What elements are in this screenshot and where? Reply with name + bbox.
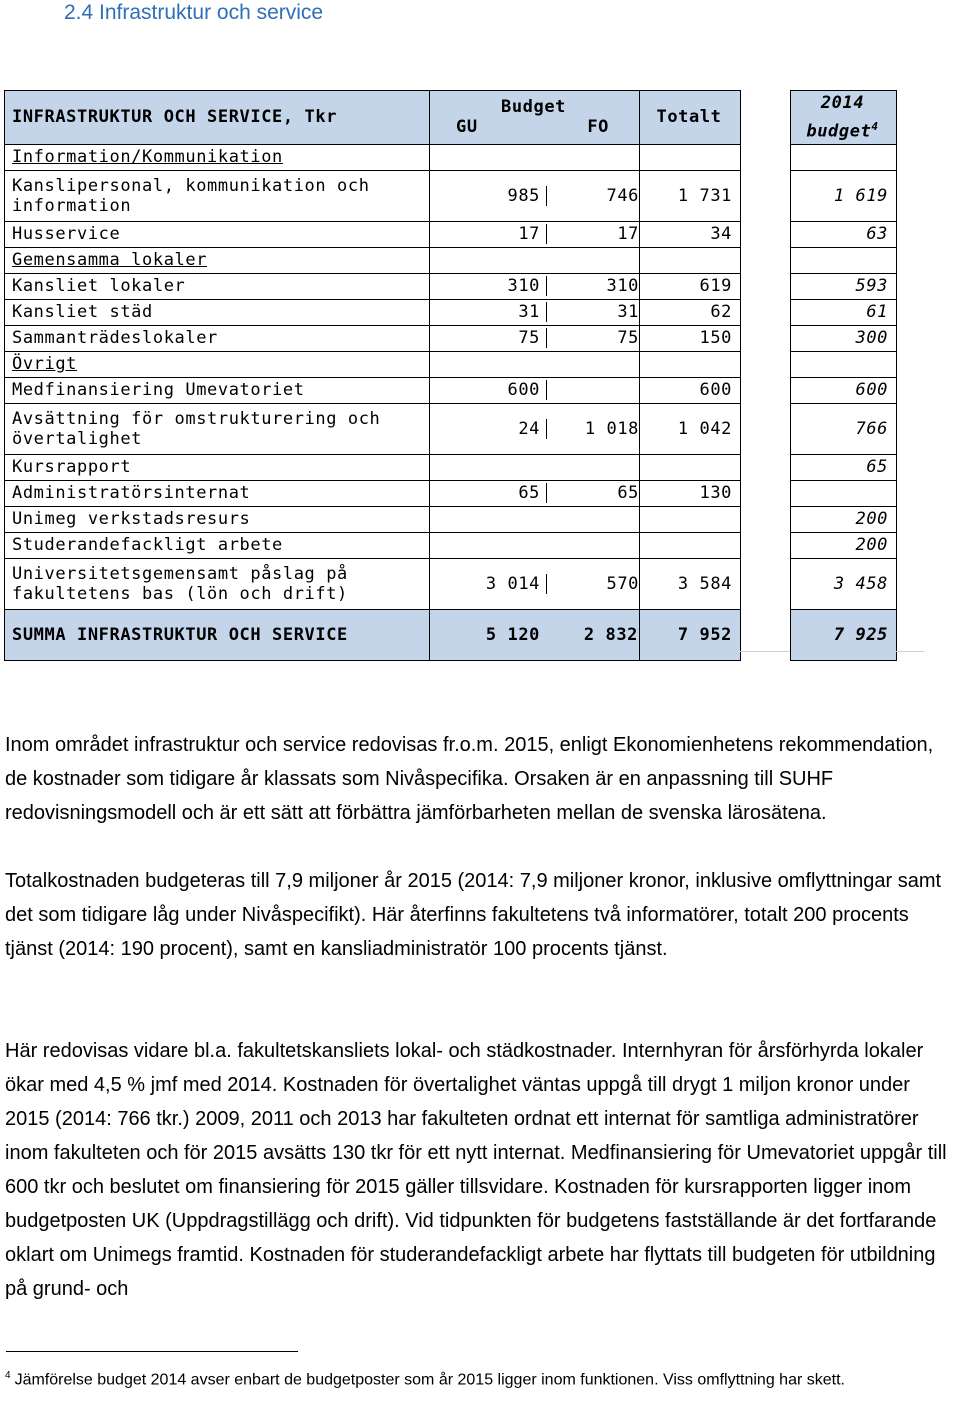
column-gap bbox=[741, 325, 791, 351]
fo-value bbox=[547, 380, 639, 400]
row-label-text: Kansliet lokaler bbox=[12, 276, 186, 297]
column-gap bbox=[741, 609, 791, 660]
row-label bbox=[5, 480, 430, 506]
table-row bbox=[5, 532, 897, 558]
table-row bbox=[5, 454, 897, 480]
row-label-text: Övrigt bbox=[12, 354, 78, 375]
budget-2014-value bbox=[791, 144, 897, 170]
column-gap bbox=[741, 221, 791, 247]
budget-cell bbox=[430, 377, 640, 403]
row-label-text: Gemensamma lokaler bbox=[12, 250, 208, 271]
row-label-text: Universitetsgemensamt påslag på fakultetens bas (lön och drift) bbox=[12, 563, 348, 604]
budget-2014-value bbox=[791, 247, 897, 273]
budget-cell bbox=[430, 325, 640, 351]
fo-value: 65 bbox=[617, 483, 639, 504]
table-row bbox=[5, 170, 897, 221]
row-label bbox=[5, 558, 430, 609]
table-body bbox=[5, 144, 897, 609]
gu-value: 75 bbox=[430, 328, 547, 348]
budget-cell bbox=[430, 221, 640, 247]
table-header-row bbox=[5, 91, 897, 145]
row-label bbox=[5, 170, 430, 221]
column-gap bbox=[741, 144, 791, 170]
row-label bbox=[5, 273, 430, 299]
column-gap bbox=[741, 273, 791, 299]
column-gap bbox=[741, 506, 791, 532]
totalt-value: 1 042 bbox=[640, 403, 741, 454]
fo-value: 746 bbox=[606, 185, 639, 206]
fo-value: 31 bbox=[617, 302, 639, 323]
footnote bbox=[5, 1365, 925, 1391]
section-heading: 2.4 Infrastruktur och service bbox=[64, 1, 324, 24]
row-label-text: Avsättning för omstrukturering och övertalighet bbox=[12, 408, 381, 449]
budget-2014-word: budget bbox=[806, 121, 872, 142]
column-gap bbox=[741, 377, 791, 403]
total-totalt: 7 952 bbox=[640, 609, 741, 660]
column-gap bbox=[741, 351, 791, 377]
column-gap bbox=[741, 91, 791, 145]
row-label bbox=[5, 144, 430, 170]
row-label-text: Studerandefackligt arbete bbox=[12, 535, 283, 556]
row-label bbox=[5, 403, 430, 454]
row-label-text: Unimeg verkstadsresurs bbox=[12, 509, 251, 530]
total-label: SUMMA INFRASTRUKTUR OCH SERVICE bbox=[5, 609, 430, 660]
row-label-text: Medfinansiering Umevatoriet bbox=[12, 380, 305, 401]
row-label-text: Kursrapport bbox=[12, 457, 132, 478]
column-gap bbox=[741, 170, 791, 221]
budget-cell bbox=[430, 351, 640, 377]
footnote-text: Jämförelse budget 2014 avser enbart de budgetposter som år 2015 ligger inom funktionen. Viss omflyttning har skett. bbox=[14, 1371, 845, 1389]
total-gu: 5 120 bbox=[485, 624, 540, 645]
totalt-value: 1 731 bbox=[640, 170, 741, 221]
row-label-text: Kansliet städ bbox=[12, 302, 153, 323]
totalt-value: 619 bbox=[640, 273, 741, 299]
column-gap bbox=[741, 247, 791, 273]
table-row bbox=[5, 403, 897, 454]
table-row bbox=[5, 480, 897, 506]
row-label bbox=[5, 247, 430, 273]
budget-cell bbox=[430, 532, 640, 558]
row-label bbox=[5, 221, 430, 247]
row-label-text: Sammanträdeslokaler bbox=[12, 328, 218, 349]
row-label bbox=[5, 299, 430, 325]
budget-2014-header bbox=[791, 91, 897, 145]
column-gap bbox=[741, 403, 791, 454]
budget-2014-value: 300 bbox=[791, 325, 897, 351]
table-row bbox=[5, 221, 897, 247]
paragraph-2: Totalkostnaden budgeteras till 7,9 miljoner år 2015 (2014: 7,9 miljoner kronor, inklusive omflyttningar samt det som tidigare låg under Nivåspecifikt). Här återfinns fakultetens två informatörer, totalt 200 procents tjänst (2014: 190 procent), samt en kansliadministratör 100 procents tjänst. bbox=[5, 870, 942, 960]
total-budget-2014: 7 925 bbox=[791, 609, 897, 660]
budget-cell bbox=[430, 247, 640, 273]
gu-value: 17 bbox=[430, 224, 547, 244]
footnote-rule bbox=[6, 1351, 298, 1352]
budget-cell bbox=[430, 480, 640, 506]
totalt-value bbox=[640, 506, 741, 532]
totalt-value bbox=[640, 351, 741, 377]
gu-value: 600 bbox=[430, 380, 547, 400]
row-label bbox=[5, 532, 430, 558]
budget-2014-value: 593 bbox=[791, 273, 897, 299]
trailing-rule-right bbox=[896, 651, 924, 652]
budget-2014-value: 200 bbox=[791, 506, 897, 532]
fo-value: 75 bbox=[617, 328, 639, 349]
budget-cell bbox=[430, 144, 640, 170]
row-label-text: Husservice bbox=[12, 224, 121, 245]
totalt-value: 62 bbox=[640, 299, 741, 325]
totalt-value: 3 584 bbox=[640, 558, 741, 609]
gu-value: 310 bbox=[430, 276, 547, 296]
budget-2014-value: 3 458 bbox=[791, 558, 897, 609]
totalt-value bbox=[640, 144, 741, 170]
budget-2014-value bbox=[791, 480, 897, 506]
gu-value: 24 bbox=[430, 419, 547, 439]
table-row bbox=[5, 247, 897, 273]
budget-2014-value: 61 bbox=[791, 299, 897, 325]
column-gap bbox=[741, 480, 791, 506]
budget-2014-year: 2014 bbox=[820, 93, 865, 113]
total-budget-cell bbox=[430, 609, 640, 660]
fo-value: 310 bbox=[606, 276, 639, 297]
gu-header: GU bbox=[456, 117, 478, 138]
row-label bbox=[5, 454, 430, 480]
fo-value: 17 bbox=[617, 224, 639, 245]
footnote-ref: 4 bbox=[871, 120, 879, 133]
column-gap bbox=[741, 299, 791, 325]
totalt-value bbox=[640, 247, 741, 273]
budget-label: Budget bbox=[500, 97, 566, 118]
column-gap bbox=[741, 558, 791, 609]
row-label-text: Kanslipersonal, kommunikation och information bbox=[12, 175, 370, 216]
budget-header bbox=[430, 91, 640, 145]
footnote-mark: 4 bbox=[5, 1370, 11, 1381]
total-fo: 2 832 bbox=[583, 624, 638, 645]
budget-cell bbox=[430, 558, 640, 609]
fo-value: 570 bbox=[606, 573, 639, 594]
budget-cell bbox=[430, 403, 640, 454]
budget-cell bbox=[430, 299, 640, 325]
table-row bbox=[5, 325, 897, 351]
table-row bbox=[5, 506, 897, 532]
paragraph-3: Här redovisas vidare bl.a. fakultetskansliets lokal- och städkostnader. Internhyran för årsförhyrda lokaler ökar med 4,5 % jmf med 2014. Kostnaden för övertalighet väntas uppgå till drygt 1 miljon kronor under 2015 (2014: 766 tkr.) 2009, 2011 och 2013 har fakulteten ordnat ett internat för samtliga administratörer inom fakulteten och för 2015 avsätts 130 tkr för ett nytt internat. Medfinansiering för Umevatoriet uppgår till 600 tkr och beslutet om finansiering för 2015 gäller tillsvidare. Kostnaden för kursrapporten ligger inom budgetposten UK (Uppdragstillägg och drift). Vid tidpunkten för budgetens fastställande är det fortfarande oklart om Unimegs framtid. Kostnaden för studerandefackligt arbete har flyttats till budgeten för utbildning på grund- och bbox=[5, 1040, 947, 1300]
column-gap bbox=[741, 532, 791, 558]
totalt-value: 34 bbox=[640, 221, 741, 247]
totalt-value: 130 bbox=[640, 480, 741, 506]
totalt-header: Totalt bbox=[640, 91, 741, 145]
table-row bbox=[5, 377, 897, 403]
paragraph-1: Inom området infrastruktur och service redovisas fr.o.m. 2015, enligt Ekonomienhetens rekommendation, de kostnader som tidigare år klassats som Nivåspecifika. Orsaken är en anpassning till SUHF redovisningsmodell och är ett sätt att förbättra jämförbarheten mellan de svenska lärosätena. bbox=[5, 734, 934, 824]
totalt-value bbox=[640, 454, 741, 480]
budget-2014-value: 63 bbox=[791, 221, 897, 247]
column-gap bbox=[741, 454, 791, 480]
row-label bbox=[5, 351, 430, 377]
row-label bbox=[5, 377, 430, 403]
budget-2014-value: 1 619 bbox=[791, 170, 897, 221]
table-row bbox=[5, 144, 897, 170]
gu-value: 65 bbox=[430, 483, 547, 503]
table-row bbox=[5, 299, 897, 325]
fo-value: 1 018 bbox=[584, 418, 639, 439]
gu-value: 31 bbox=[430, 302, 547, 322]
budget-2014-value: 766 bbox=[791, 403, 897, 454]
budget-2014-value: 200 bbox=[791, 532, 897, 558]
gu-value: 985 bbox=[430, 186, 547, 206]
budget-2014-value bbox=[791, 351, 897, 377]
fo-header: FO bbox=[587, 117, 609, 138]
totalt-value: 150 bbox=[640, 325, 741, 351]
table-row bbox=[5, 351, 897, 377]
budget-cell bbox=[430, 506, 640, 532]
row-label-text: Information/Kommunikation bbox=[12, 147, 283, 168]
row-label bbox=[5, 325, 430, 351]
table-row bbox=[5, 558, 897, 609]
total-row bbox=[5, 609, 897, 660]
budget-2014-value: 600 bbox=[791, 377, 897, 403]
totalt-value bbox=[640, 532, 741, 558]
gu-value: 3 014 bbox=[430, 574, 547, 594]
totalt-value: 600 bbox=[640, 377, 741, 403]
table-title: INFRASTRUKTUR OCH SERVICE, Tkr bbox=[5, 91, 430, 145]
row-label bbox=[5, 506, 430, 532]
table-row bbox=[5, 273, 897, 299]
budget-table bbox=[4, 90, 897, 661]
budget-2014-value: 65 bbox=[791, 454, 897, 480]
trailing-rule bbox=[740, 651, 790, 652]
budget-cell bbox=[430, 170, 640, 221]
budget-cell bbox=[430, 273, 640, 299]
row-label-text: Administratörsinternat bbox=[12, 483, 251, 504]
budget-cell bbox=[430, 454, 640, 480]
